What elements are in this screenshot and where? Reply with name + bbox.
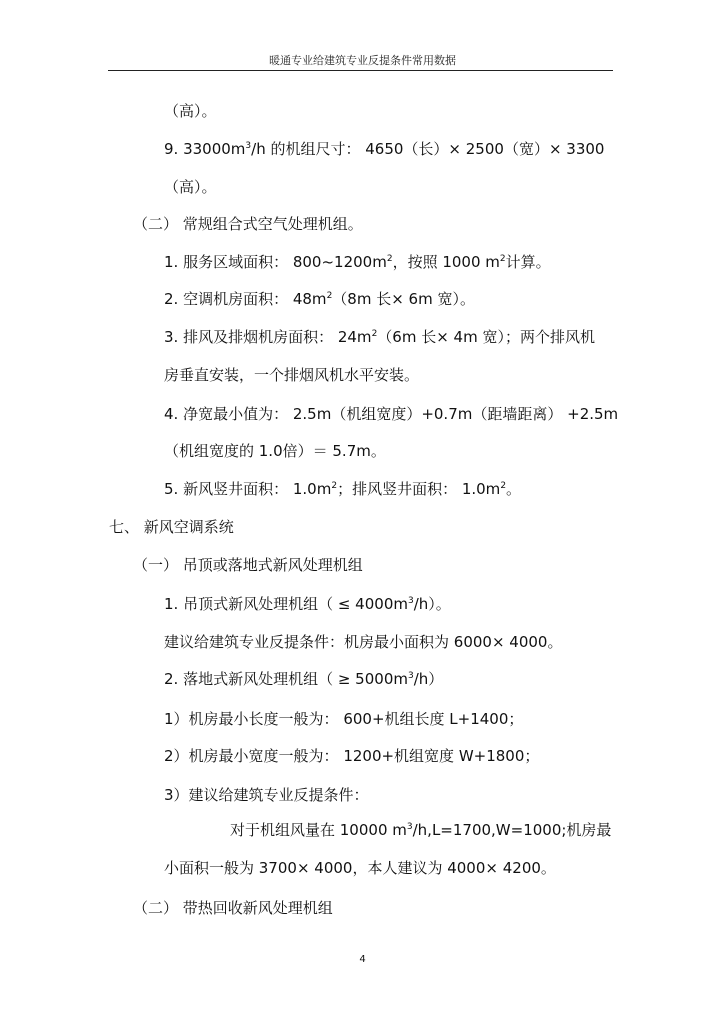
- text-line: 2）机房最小宽度一般为： 1200+机组宽度 W+1800；: [164, 747, 540, 765]
- text-line: 4. 净宽最小值为： 2.5m（机组宽度）+0.7m（距墙距离） +2.5m: [164, 405, 619, 423]
- text-line: [164, 289, 475, 309]
- section-heading: （二） 常规组合式空气处理机组。: [133, 215, 363, 233]
- text-line: [164, 327, 595, 347]
- text-line: [164, 669, 443, 689]
- text-run: （8m 长× 6m 宽）。: [332, 290, 475, 308]
- text-run: /h,L=1700,W=1000;机房最: [412, 821, 612, 839]
- text-line: [230, 820, 611, 840]
- text-line: [164, 252, 551, 272]
- text-line: 小面积一般为 3700× 4000，本人建议为 4000× 4200。: [164, 859, 556, 877]
- text-run: ；排风竖井面积： 1.0m: [337, 480, 501, 498]
- superscript: 2: [499, 254, 506, 264]
- superscript: 2: [326, 291, 333, 301]
- text-line: [164, 139, 604, 159]
- text-run: 2. 空调机房面积： 48m: [164, 290, 327, 308]
- header-divider: [108, 70, 613, 71]
- running-header: 暖通专业给建筑专业反提条件常用数据: [269, 54, 456, 67]
- text-run: 计算。: [505, 253, 551, 271]
- text-line: （机组宽度的 1.0倍）＝ 5.7m。: [164, 442, 386, 460]
- superscript: 2: [371, 329, 378, 339]
- superscript: 3: [407, 671, 414, 681]
- superscript: 2: [500, 481, 507, 491]
- text-run: 3. 排风及排烟机房面积： 24m: [164, 328, 372, 346]
- text-run: ，按照 1000 m: [392, 253, 500, 271]
- text-run: 1. 服务区域面积： 800~1200m: [164, 253, 387, 271]
- text-run: 1. 吊顶式新风处理机组（ ≤ 4000m: [164, 595, 408, 613]
- page-number: 4: [359, 954, 366, 965]
- text-line: 3）建议给建筑专业反提条件：: [164, 786, 369, 804]
- superscript: 3: [406, 822, 413, 832]
- text-run: （6m 长× 4m 宽）；两个排风机: [377, 328, 595, 346]
- text-run: /h 的机组尺寸： 4650（长）× 2500（宽）× 3300: [251, 140, 605, 158]
- text-run: 9. 33000m: [164, 140, 246, 158]
- text-run: 2. 落地式新风处理机组（ ≥ 5000m: [164, 670, 408, 688]
- superscript: 3: [245, 141, 252, 151]
- superscript: 2: [331, 481, 338, 491]
- text-run: 5. 新风竖井面积： 1.0m: [164, 480, 332, 498]
- text-run: 对于机组风量在 10000 m: [230, 821, 407, 839]
- text-run: /h）: [413, 670, 444, 688]
- superscript: 3: [407, 596, 414, 606]
- text-line: [164, 479, 521, 499]
- superscript: 2: [386, 254, 393, 264]
- section-heading: （一） 吊顶或落地式新风处理机组: [133, 556, 363, 574]
- text-line: 房垂直安装，一个排烟风机水平安装。: [164, 366, 420, 384]
- text-line: 1）机房最小长度一般为： 600+机组长度 L+1400；: [164, 710, 524, 728]
- section-heading: （二） 带热回收新风处理机组: [133, 899, 333, 917]
- text-run: /h）。: [413, 595, 451, 613]
- text-line: （高）。: [164, 178, 217, 196]
- text-line: （高）。: [164, 102, 217, 120]
- text-line: [164, 594, 451, 614]
- text-run: 。: [506, 480, 522, 498]
- text-line: 建议给建筑专业反提条件：机房最小面积为 6000× 4000。: [164, 633, 563, 651]
- chapter-heading: 七、 新风空调系统: [109, 518, 234, 536]
